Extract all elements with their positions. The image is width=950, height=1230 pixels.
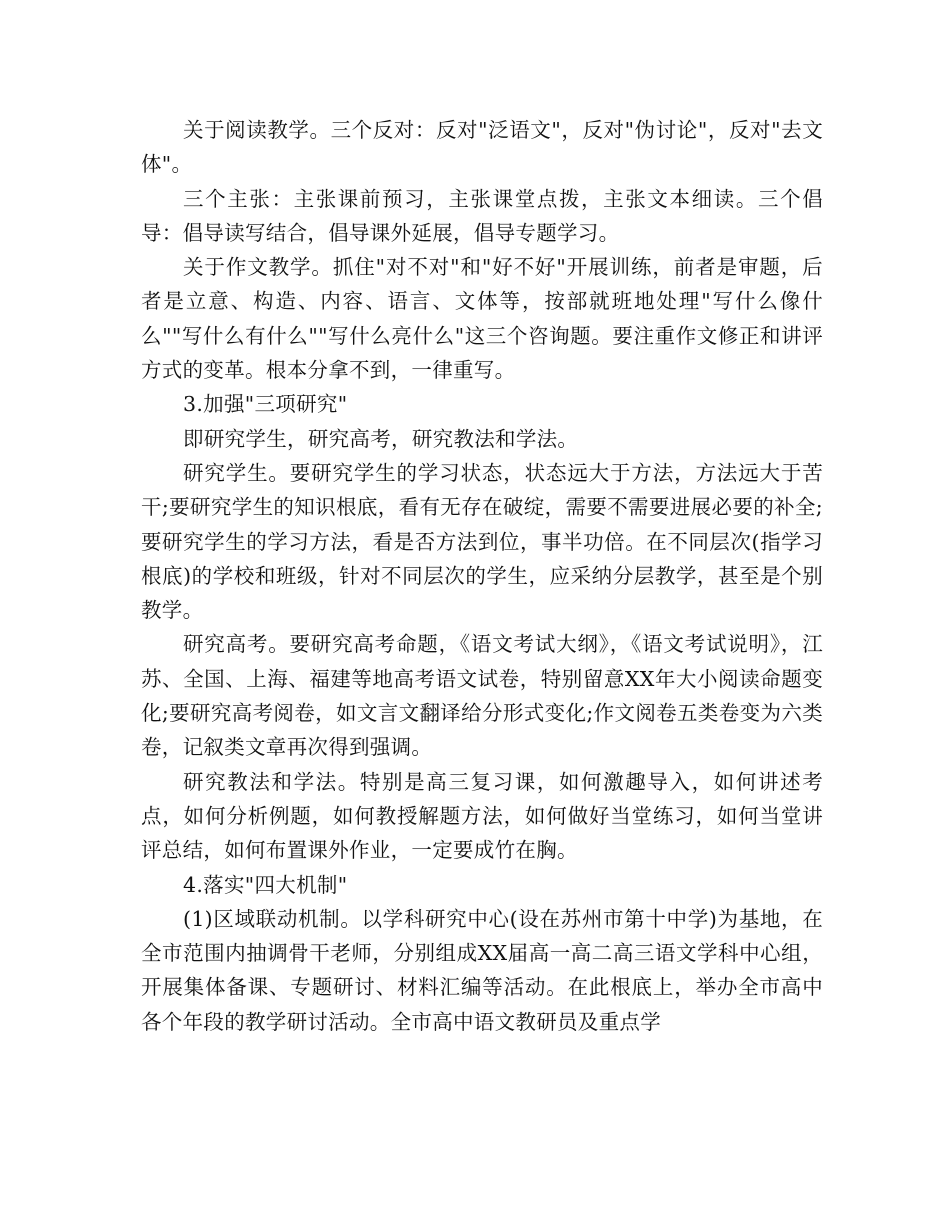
- paragraph-study-summary: 即研究学生，研究高考，研究教法和学法。: [183, 426, 579, 451]
- paragraph-study-methods: 研究教法和学法。特别是高三复习课，如何激趣导入，如何讲述考点，如何分析例题，如何教授解题方法，如何做好当堂练习，如何当堂讲评总结，如何布置课外作业，一定要成竹在胸。: [141, 769, 823, 863]
- paragraph-reading-teaching: 关于阅读教学。三个反对：反对"泛语文"，反对"伪讨论"，反对"去文体"。: [141, 118, 823, 177]
- paragraph-three-proposals: 三个主张：主张课前预习，主张课堂点拨，主张文本细读。三个倡导：倡导读写结合，倡导课外延展，倡导专题学习。: [141, 186, 823, 245]
- document-body: [141, 113, 823, 1039]
- section-heading-four-mechanisms: 4.落实"四大机制": [183, 872, 348, 897]
- paragraph-writing-teaching: 关于作文教学。抓住"对不对"和"好不好"开展训练，前者是审题，后者是立意、构造、内容、语言、文体等，按部就班地处理"写什么像什么""写什么有什么""写什么亮什么"这三个咨询题。要注重作文修正和讲评方式的变革。根本分拿不到，一律重写。: [141, 255, 823, 383]
- paragraph-study-students: 研究学生。要研究学生的学习状态，状态远大于方法，方法远大于苦干;要研究学生的知识根底，看有无存在破绽，需要不需要进展必要的补全;要研究学生的学习方法，看是否方法到位，事半功倍。在不同层次(指学习根底)的学校和班级，针对不同层次的学生，应采纳分层教学，甚至是个别教学。: [141, 460, 823, 623]
- paragraph-study-exam: 研究高考。要研究高考命题，《语文考试大纲》，《语文考试说明》，江苏、全国、上海、福建等地高考语文试卷，特别留意XX年大小阅读命题变化;要研究高考阅卷，如文言文翻译给分形式变化;作文阅卷五类卷变为六类卷，记叙类文章再次得到强调。: [141, 632, 823, 760]
- section-heading-three-studies: 3.加强"三项研究": [183, 392, 348, 417]
- paragraph-regional-linkage: (1)区域联动机制。以学科研究中心(设在苏州市第十中学)为基地，在全市范围内抽调骨干老师，分别组成XX届高一高二高三语文学科中心组，开展集体备课、专题研讨、材料汇编等活动。在此根底上，举办全市高中各个年段的教学研讨活动。全市高中语文教研员及重点学: [141, 906, 823, 1034]
